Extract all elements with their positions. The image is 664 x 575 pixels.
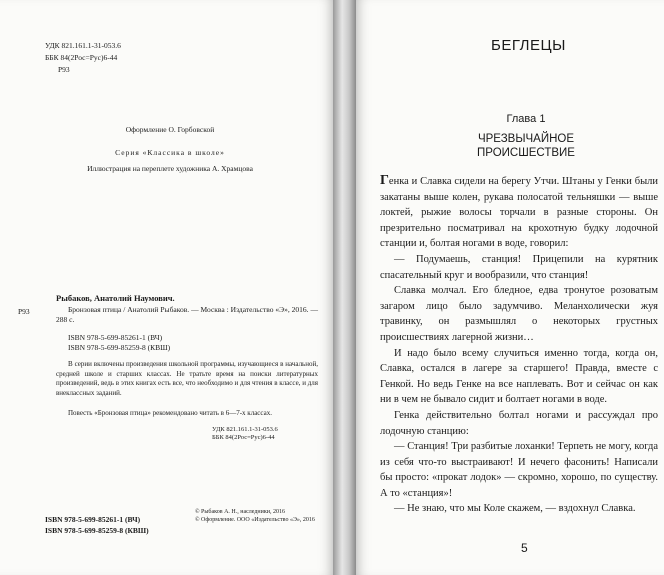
design-credit: Оформление О. Горбовской xyxy=(125,125,215,134)
margin-author-mark: Р93 xyxy=(18,307,30,316)
paragraph: Генка и Славка сидели на берегу Утчи. Штаны у Генки были закатаны выше колен, рукава полосатой тельняшки — выше локтей, рыжие волосы торчали в разные стороны. Он презрительно посматривал на крохотную будку лодочной станции и, болтая ногами в воде, говорил: xyxy=(380,173,658,250)
chapter-title-line-1: ЧРЕЗВЫЧАЙНОЕ xyxy=(477,133,575,145)
illustration-credit: Иллюстрация на переплете художника А. Храмцова xyxy=(87,164,253,173)
paragraph: — Станция! Три разбитые лоханки! Терпеть не могу, когда из себя что-то выстраивают! И нечего фасонить! Написали бы просто: «прокат лодок» — скромно, хорошо, по существу. А то «станция»! xyxy=(380,441,658,499)
series-name: Серия «Классика в школе» xyxy=(115,148,225,157)
annotation: В серии включены произведения школьной программы, изучающиеся в начальной, средней школе и старших классах. Не тратьте время на поиски литературных произведений, ведь в этих книгах есть все, что необходимо и для чтения в классе, и для внеклассных заданий. xyxy=(56,360,318,397)
section-title: БЕГЛЕЦЫ xyxy=(491,37,566,54)
chapter-label: Глава 1 xyxy=(506,113,546,125)
small-udk: УДК 821.161.1-31-053.6 xyxy=(212,426,278,433)
small-bbk: ББК 84(2Рос=Рус)6-44 xyxy=(212,434,275,441)
bottom-isbn-1: ISBN 978-5-699-85261-1 (ВЧ) xyxy=(45,515,141,524)
page-number: 5 xyxy=(521,541,528,555)
copyright-2: © Оформление. ООО «Издательство «Э», 2016 xyxy=(195,517,315,523)
bibliographic-record: Бронзовая птица / Анатолий Рыбаков. — Москва : Издательство «Э», 2016. — 288 с. xyxy=(56,305,318,324)
author-heading: Рыбаков, Анатолий Наумович. xyxy=(56,293,175,303)
bottom-isbn-2: ISBN 978-5-699-85259-8 (КВШ) xyxy=(45,526,149,535)
book-gutter xyxy=(333,0,356,575)
annotation-recommendation: Повесть «Бронзовая птица» рекомендовано читать в 6—7-х классах. xyxy=(68,409,272,417)
author-mark: Р93 xyxy=(58,65,70,74)
bbk-code: ББК 84(2Рос=Рус)6-44 xyxy=(45,53,118,62)
chapter-title-line-2: ПРОИСШЕСТВИЕ xyxy=(477,147,575,159)
paragraph: Генка действительно болтал ногами и рассуждал про лодочную станцию: xyxy=(380,409,658,437)
paragraph: Славка молчал. Его бледное, едва тронутое розоватым загаром лицо было задумчиво. Меланхолически жуя травинку, он размышлял о некоторых грустных происшествиях лагерной жизни… xyxy=(380,285,658,343)
isbn-2: ISBN 978-5-699-85259-8 (КВШ) xyxy=(68,343,171,352)
paragraph: — Подумаешь, станция! Прицепили на курятник спасательный круг и вообразили, что станция! xyxy=(380,253,658,281)
udk-code: УДК 821.161.1-31-053.6 xyxy=(45,41,121,50)
copyright-1: © Рыбаков А. Н., наследники, 2016 xyxy=(195,509,285,515)
right-page xyxy=(356,0,664,575)
paragraph: — Не знаю, что мы Коле скажем, — вздохнул Славка. xyxy=(394,503,636,515)
isbn-1: ISBN 978-5-699-85261-1 (ВЧ) xyxy=(68,333,163,342)
chapter-text xyxy=(380,173,658,517)
paragraph: И надо было всему случиться именно тогда, когда он, Славка, остался в лагере за старшего! Правда, вместе с Генкой. Но ведь Генке на все наплевать. Вот и сейчас он как ни в чем не бывало сидит и болтает ногами в воде. xyxy=(380,347,658,406)
drop-cap: Г xyxy=(380,173,389,188)
